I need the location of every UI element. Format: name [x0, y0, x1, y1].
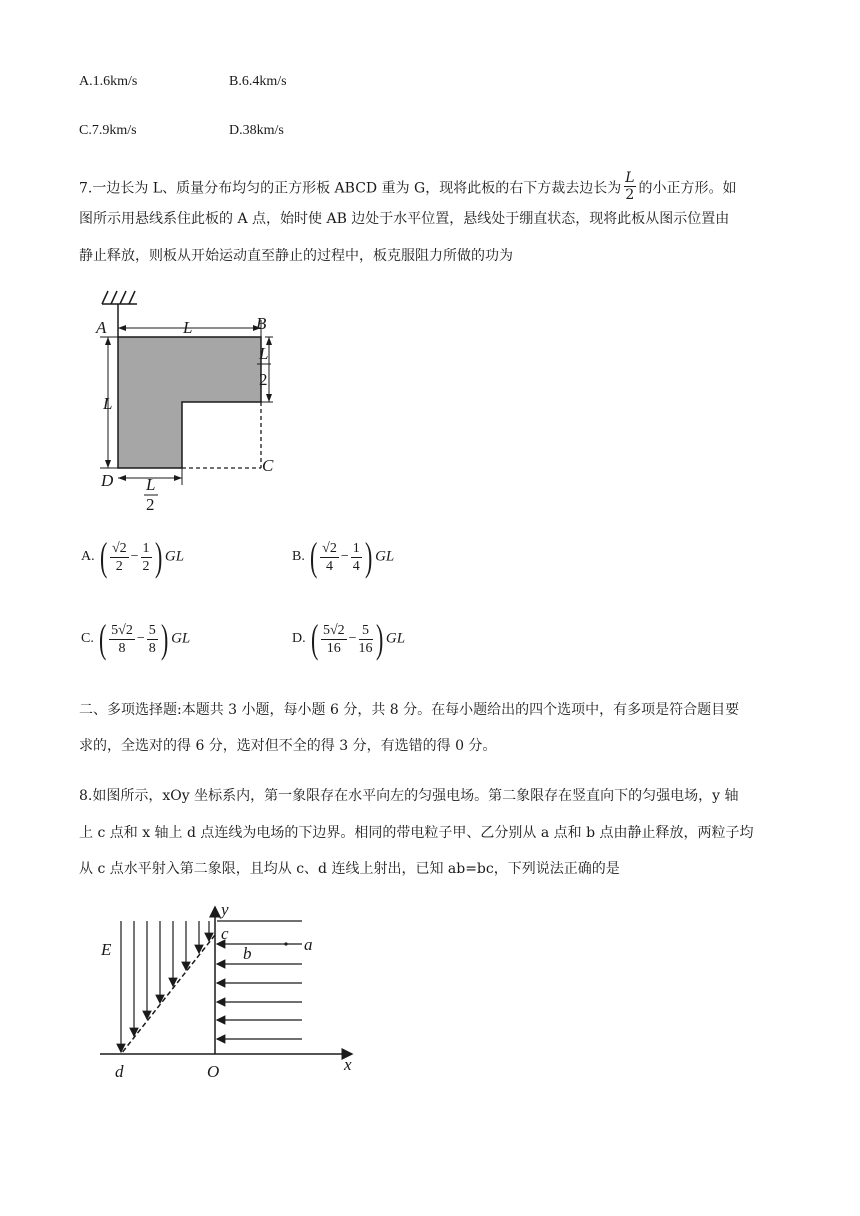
q7-d-prefix: D. — [292, 631, 306, 646]
label-c: c — [221, 924, 229, 943]
label-a: A — [96, 318, 107, 337]
question-7-line-1 — [79, 172, 789, 205]
section-2-line-2: 求的，全选对的得 6 分，选对但不全的得 3 分，有选错的得 0 分。 — [79, 738, 497, 754]
option-a: A.1.6km/s — [79, 74, 138, 89]
q7-line1-after: 的小正方形。如 — [638, 180, 737, 197]
q7-b-prefix: B. — [292, 549, 305, 564]
q7-fraction — [624, 170, 635, 203]
q7-d-suffix: GL — [385, 630, 406, 647]
q7-option-b: B. ( $\frac{√2}{4}$ − $\frac{1}{4}$ ) GL — [292, 534, 395, 579]
option-c: C.7.9km/s — [79, 123, 137, 138]
question-7-line-2: 图所示用悬线系住此板的 A 点，始时使 AB 边处于水平位置，悬线处于绷直状态，现将此板从图示位置由 — [79, 211, 730, 227]
q7-d-n1: 5√2 — [322, 622, 345, 638]
q7-frac-den: 2 — [625, 187, 635, 203]
boundary-cd — [121, 935, 215, 1054]
q7-d-n2: 5 — [359, 622, 373, 640]
q7-option-d: D. ( $\frac{5√2}{16}$ − $\frac{5}{16}$ ) GL — [292, 616, 406, 661]
q7-b-d1: 4 — [326, 558, 334, 574]
label-half-bottom-den: 2 — [146, 495, 155, 514]
label-e: E — [101, 940, 112, 959]
label-half-right-num: L — [259, 344, 269, 363]
vertical-field-lines — [121, 921, 209, 1052]
section-2-line-1: 二、多项选择题:本题共 3 小题，每小题 6 分，共 8 分。在每小题给出的四个选项中，有多项是符合题目要 — [79, 702, 740, 718]
q7-c-op: − — [136, 631, 145, 646]
q7-a-prefix: A. — [81, 549, 95, 564]
label-l-left: L — [103, 394, 113, 413]
horizontal-field-lines — [217, 921, 302, 1039]
q7-a-d1: 2 — [115, 558, 123, 574]
q7-a-n2: 1 — [142, 540, 150, 556]
q7-c-d2: 8 — [148, 640, 156, 656]
plate — [118, 337, 261, 468]
q7-c-n1: 5√2 — [111, 622, 133, 638]
q7-option-a: A. ( $\frac{√2}{2}$ − $\frac{1}{2}$ ) GL — [81, 534, 185, 579]
label-y: y — [221, 900, 229, 919]
q7-a-suffix: GL — [164, 548, 185, 565]
option-d: D.38km/s — [229, 123, 284, 138]
label-x: x — [344, 1055, 352, 1074]
q7-a-d2: 2 — [142, 558, 150, 574]
label-d: d — [115, 1062, 124, 1081]
question-8-line-2: 上 c 点和 x 轴上 d 点连线为电场的下边界。相同的带电粒子甲、乙分别从 a 点和 b 点由静止释放，两粒子均 — [79, 825, 754, 841]
q7-line1-before: 7.一边长为 L、质量分布均匀的正方形板 ABCD 重为 G，现将此板的右下方裁去边长为 — [79, 180, 622, 197]
q7-c-n2: 5 — [148, 622, 156, 638]
label-b: b — [243, 944, 252, 963]
removed-square-outline — [182, 402, 261, 468]
label-half-bottom-num: L — [146, 475, 156, 494]
question-8-line-3: 从 c 点水平射入第二象限，且均从 c、d 连线上射出，已知 ab=bc，下列说法正确的是 — [79, 861, 620, 877]
label-l-top: L — [183, 318, 193, 337]
q7-c-prefix: C. — [81, 631, 94, 646]
q7-d-op: − — [348, 631, 357, 646]
label-half-right-den: 2 — [259, 370, 268, 389]
electric-field-figure — [90, 895, 380, 1085]
q7-frac-num: L — [625, 170, 635, 186]
option-b: B.6.4km/s — [229, 74, 287, 89]
q7-b-d2: 4 — [352, 558, 360, 574]
q7-b-op: − — [340, 549, 349, 564]
q7-d-d1: 16 — [326, 640, 341, 656]
q7-c-d1: 8 — [118, 640, 126, 656]
q7-b-suffix: GL — [375, 548, 395, 565]
q7-option-c: C. ( $\frac{5√2}{8}$ − $\frac{5}{8}$ ) GL — [81, 616, 191, 661]
question-7-line-3: 静止释放，则板从开始运动直至静止的过程中，板克服阻力所做的功为 — [79, 248, 513, 264]
square-plate-figure — [90, 285, 330, 515]
ceiling-hatch — [102, 291, 137, 304]
point-a — [284, 942, 287, 945]
q7-d-d2: 16 — [358, 640, 373, 656]
label-d: D — [101, 471, 114, 490]
label-a: a — [304, 935, 313, 954]
q7-a-op: − — [130, 549, 139, 564]
q7-b-n1: √2 — [322, 540, 337, 556]
label-o: O — [207, 1062, 220, 1081]
label-c: C — [262, 456, 274, 475]
q7-a-n1: √2 — [111, 540, 127, 556]
q7-c-suffix: GL — [171, 630, 191, 647]
q7-b-n2: 1 — [352, 540, 360, 556]
question-8-line-1: 8.如图所示，xOy 坐标系内，第一象限存在水平向左的匀强电场。第二象限存在竖直向下的匀强电场，y 轴 — [79, 788, 739, 804]
label-b: B — [256, 314, 267, 333]
